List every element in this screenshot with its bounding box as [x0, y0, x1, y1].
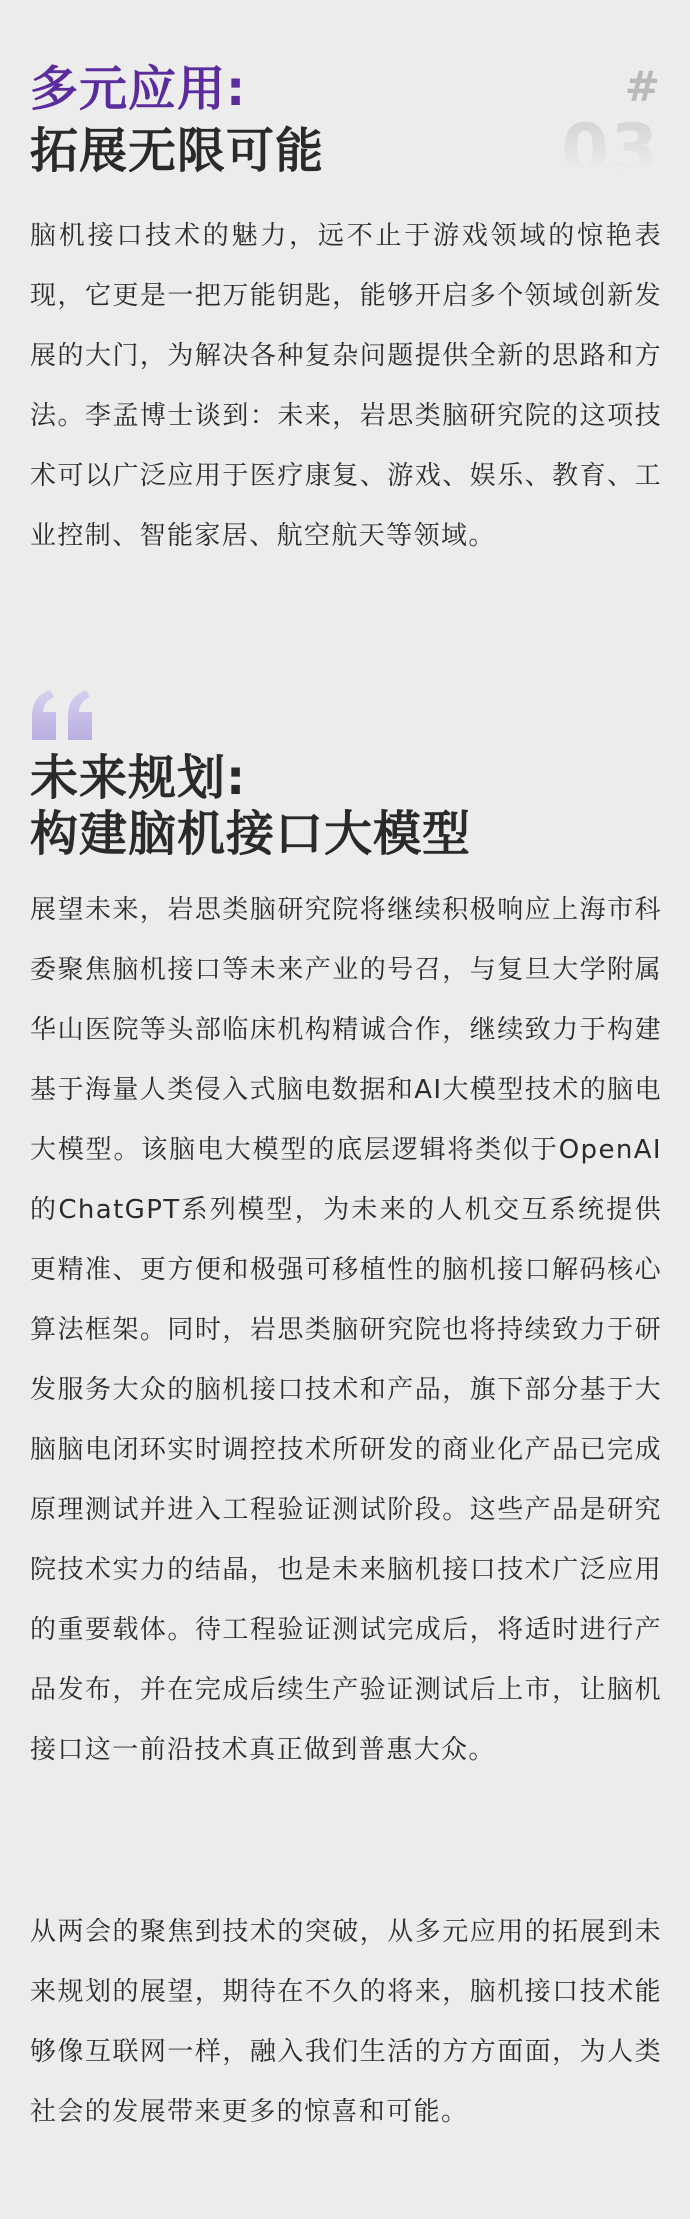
section-2-paragraph: 展望未来，岩思类脑研究院将继续积极响应上海市科委聚焦脑机接口等未来产业的号召，与复旦大学附属华山医院等头部临床机构精诚合作，继续致力于构建基于海量人类侵入式脑电数据和AI大模型技术的脑电大模型。该脑电大模型的底层逻辑将类似于OpenAI的ChatGPT系列模型，为未来的人机交互系统提供更精准、更方便和极强可移植性的脑机接口解码核心算法框架。同时，岩思类脑研究院也将持续致力于研发服务大众的脑机接口技术和产品，旗下部分基于大脑脑电闭环实时调控技术所研发的商业化产品已完成原理测试并进入工程验证测试阶段。这些产品是研究院技术实力的结晶，也是未来脑机接口技术广泛应用的重要载体。待工程验证测试完成后，将适时进行产品发布，并在完成后续生产验证测试后上市，让脑机接口这一前沿技术真正做到普惠大众。 [30, 895, 662, 1765]
section-1-title: 拓展无限可能 [30, 123, 325, 179]
quote-mark-icon [28, 690, 98, 740]
section-2-title-line1: 未来规划: [30, 750, 247, 806]
section-2-title-line2: 构建脑机接口大模型 [30, 806, 472, 862]
section-number-value: 03 [561, 110, 660, 189]
closing-paragraph: 从两会的聚焦到技术的突破，从多元应用的拓展到未来规划的展望，期待在不久的将来，脑机接口技术能够像互联网一样，融入我们生活的方方面面，为人类社会的发展带来更多的惊喜和可能。 [30, 1917, 662, 2127]
hash-icon: # [624, 62, 660, 111]
section-1-title-accent: 多元应用: [30, 61, 247, 117]
section-2-header [30, 750, 660, 862]
section-number [561, 58, 660, 189]
section-1-paragraph: 脑机接口技术的魅力，远不止于游戏领域的惊艳表现，它更是一把万能钥匙，能够开启多个领域创新发展的大门，为解决各种复杂问题提供全新的思路和方法。李孟博士谈到：未来，岩思类脑研究院的这项技术可以广泛应用于医疗康复、游戏、娱乐、教育、工业控制、智能家居、航空航天等领域。 [30, 221, 662, 551]
section-1-header [30, 58, 660, 189]
